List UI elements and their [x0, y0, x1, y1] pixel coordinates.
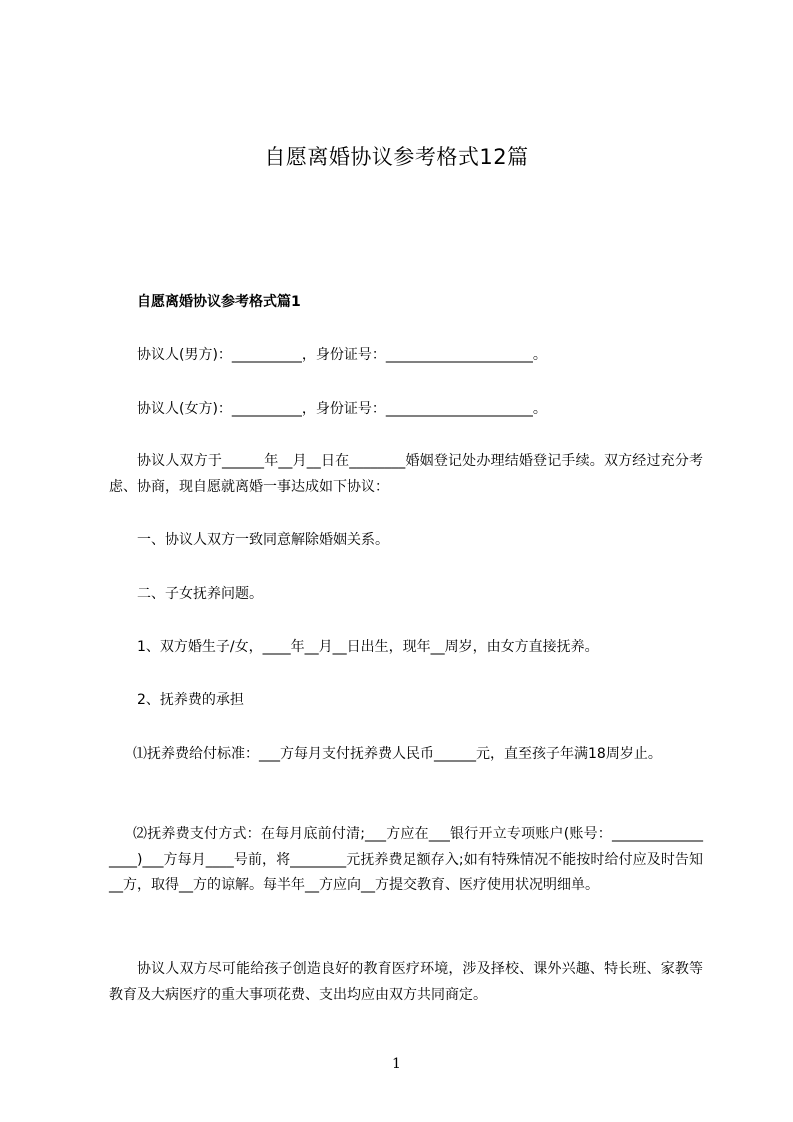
marriage-registration-paragraph: 协议人双方于______年__月__日在________婚姻登记处办理结婚登记手续。双方经过充分考虑、协商，现自愿就离婚一事达成如下协议：: [109, 453, 703, 495]
education-medical-paragraph: 协议人双方尽可能给孩子创造良好的教育医疗环境，涉及择校、课外兴趣、特长班、家教等教育及大病医疗的重大事项花费、支出均应由双方共同商定。: [109, 961, 703, 1003]
support-cost-heading: 2、抚养费的承担: [137, 692, 244, 708]
document-title: 自愿离婚协议参考格式12篇: [264, 145, 529, 169]
clause-one: 一、协议人双方一致同意解除婚姻关系。: [137, 532, 389, 548]
section-heading: 自愿离婚协议参考格式篇1: [137, 294, 301, 310]
female-party-line: 协议人(女方)：__________，身份证号：_____________________。: [137, 401, 547, 417]
clause-two-heading: 二、子女抚养问题。: [137, 586, 263, 602]
page-number: 1: [392, 1056, 401, 1072]
child-custody-line: 1、双方婚生子/女，____年__月__日出生，现年__周岁，由女方直接抚养。: [137, 639, 599, 655]
male-party-line: 协议人(男方)：__________，身份证号：_____________________。: [137, 347, 547, 363]
support-payment-paragraph: ⑵抚养费支付方式：在每月底前付清;___方应在___银行开立专项账户(账号：_________________)___方每月____号前，将________元抚养费足额存入;如有特殊情况不能按时给付应及时告知__方，取得__方的谅解。每半年__方应向__方提交教育、医疗使用状况明细单。: [109, 826, 703, 893]
support-standard-paragraph: ⑴抚养费给付标准：___方每月支付抚养费人民币______元，直至孩子年满18周岁止。: [133, 746, 662, 762]
